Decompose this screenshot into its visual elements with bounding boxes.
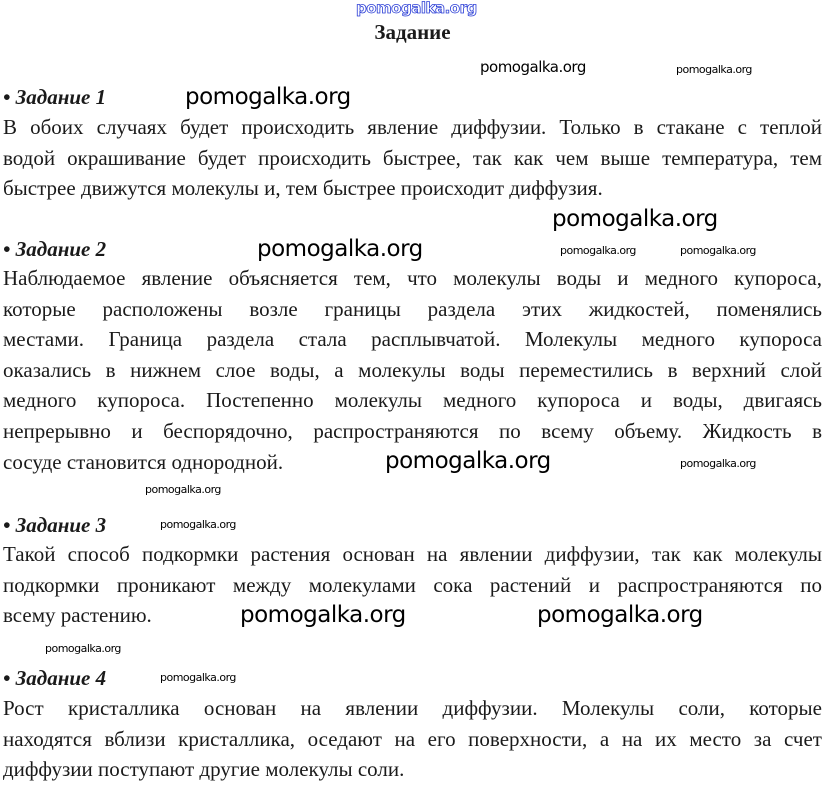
- watermark: pomogalka.org: [356, 0, 477, 17]
- task-4-text: [3, 693, 822, 785]
- watermark: pomogalka.org: [385, 448, 551, 474]
- page-title: Задание: [374, 20, 451, 44]
- task-2-heading: • Задание 2: [3, 237, 107, 261]
- task-2-text: [3, 263, 822, 477]
- text-line: В обоих случаях будет происходить явление диффузии. Только в стакане с теплой: [3, 115, 822, 139]
- watermark: pomogalka.org: [240, 602, 406, 628]
- text-line: быстрее движутся молекулы и, тем быстрее происходит диффузия.: [3, 176, 603, 201]
- watermark: pomogalka.org: [552, 206, 718, 232]
- text-line: Рост кристаллика основан на явлении диффузии. Молекулы соли, которые: [3, 696, 822, 720]
- watermark: pomogalka.org: [537, 602, 703, 628]
- task-1-heading: • Задание 1: [3, 85, 107, 109]
- text-line: водой окрашивание будет происходить быстрее, так как чем выше температура, тем: [3, 145, 822, 170]
- task-3-heading: • Задание 3: [3, 513, 107, 537]
- text-line: всему растению.: [3, 603, 152, 628]
- watermark: pomogalka.org: [45, 642, 121, 655]
- task-1-text: [3, 112, 822, 204]
- text-line: подкормки проникают между молекулами сока растений и распространяются по: [3, 572, 822, 597]
- watermark: pomogalka.org: [145, 483, 221, 496]
- text-line: непрерывно и беспорядочно, распространяются по всему объему. Жидкость в: [3, 418, 822, 443]
- text-line: диффузии поступают другие молекулы соли.: [3, 757, 405, 782]
- watermark: pomogalka.org: [160, 671, 236, 684]
- text-line: медного купороса. Постепенно молекулы медного купороса и воды, двигаясь: [3, 388, 822, 413]
- watermark: pomogalka.org: [676, 63, 752, 76]
- text-line: оказались в нижнем слое воды, а молекулы воды переместились в верхний слой: [3, 357, 822, 382]
- watermark: pomogalka.org: [257, 236, 423, 262]
- watermark: pomogalka.org: [185, 84, 351, 110]
- watermark: pomogalka.org: [160, 518, 236, 531]
- text-line: находятся вблизи кристаллика, оседают на его поверхности, а на их место за счет: [3, 726, 822, 751]
- text-line: которые расположены возле границы раздела этих жидкостей, поменялись: [3, 296, 822, 321]
- watermark: pomogalka.org: [680, 244, 756, 257]
- watermark: pomogalka.org: [480, 58, 586, 76]
- task-4-heading: • Задание 4: [3, 666, 107, 690]
- text-line: сосуде становится однородной.: [3, 449, 284, 474]
- text-line: Наблюдаемое явление объясняется тем, что молекулы воды и медного купороса,: [3, 266, 822, 290]
- text-line: местами. Граница раздела стала расплывчатой. Молекулы медного купороса: [3, 327, 822, 352]
- watermark: pomogalka.org: [560, 244, 636, 257]
- watermark: pomogalka.org: [680, 457, 756, 470]
- text-line: Такой способ подкормки растения основан на явлении диффузии, так как молекулы: [3, 542, 822, 566]
